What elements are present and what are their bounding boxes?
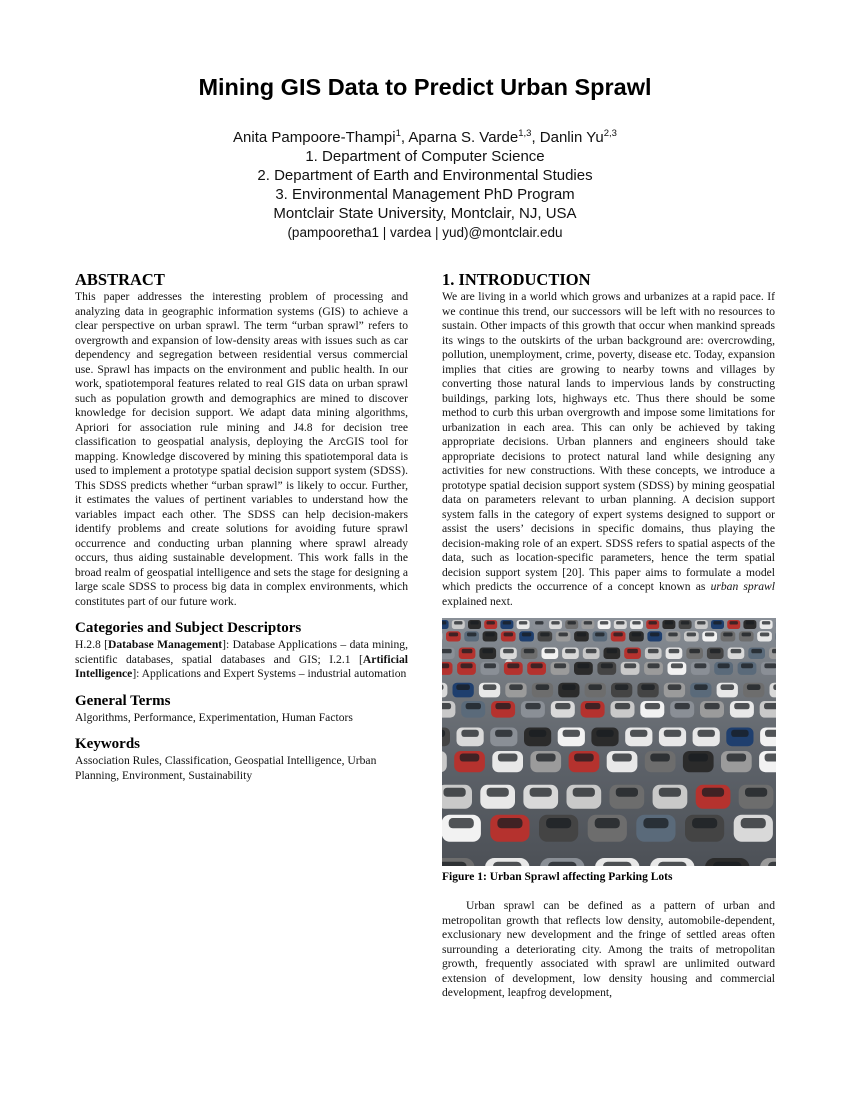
car-window-shape xyxy=(483,684,497,690)
author-emails: (pampooretha1 | vardea | yud)@montclair.edu xyxy=(287,225,563,240)
paper-title: Mining GIS Data to Predict Urban Sprawl xyxy=(198,74,652,100)
car-window-shape xyxy=(742,633,751,637)
car-window-shape xyxy=(649,621,657,624)
car-window-shape xyxy=(497,818,522,828)
parking-lot-illustration xyxy=(442,618,776,866)
car-window-shape xyxy=(659,788,681,797)
car-window-shape xyxy=(731,730,748,737)
car-window-shape xyxy=(675,703,690,709)
car-window-shape xyxy=(697,621,705,624)
car-window-shape xyxy=(461,730,478,737)
car-window-shape xyxy=(632,633,641,637)
car-window-shape xyxy=(546,818,571,828)
car-window-shape xyxy=(482,649,493,653)
car-window-shape xyxy=(540,633,549,637)
car-window-shape xyxy=(545,649,556,653)
car-window-shape xyxy=(702,788,724,797)
car-window-shape xyxy=(460,754,480,762)
car-window-shape xyxy=(487,621,495,624)
car-window-shape xyxy=(624,663,636,668)
car-window-shape xyxy=(442,703,451,709)
car-window-shape xyxy=(772,649,776,653)
car-shape xyxy=(442,683,447,698)
car-window-shape xyxy=(765,730,776,737)
car-window-shape xyxy=(612,754,632,762)
car-window-shape xyxy=(694,684,708,690)
car-window-shape xyxy=(495,703,510,709)
car-window-shape xyxy=(529,730,546,737)
car-window-shape xyxy=(664,730,681,737)
car-window-shape xyxy=(531,663,543,668)
car-window-shape xyxy=(713,621,721,624)
car-window-shape xyxy=(595,633,604,637)
car-window-shape xyxy=(648,649,659,653)
car-window-shape xyxy=(710,649,721,653)
abstract-heading: ABSTRACT xyxy=(75,270,165,289)
car-window-shape xyxy=(462,649,473,653)
car-window-shape xyxy=(658,862,686,866)
general-terms-heading: General Terms xyxy=(75,692,171,709)
car-window-shape xyxy=(535,621,543,624)
car-window-shape xyxy=(762,621,770,624)
university: Montclair State University, Montclair, NJ, USA xyxy=(273,205,577,222)
car-window-shape xyxy=(484,663,496,668)
car-window-shape xyxy=(734,703,749,709)
car-window-shape xyxy=(536,684,550,690)
car-window-shape xyxy=(548,862,576,866)
introduction-tail: explained next. xyxy=(442,594,513,608)
car-window-shape xyxy=(613,633,622,637)
car-window-shape xyxy=(671,663,683,668)
car-window-shape xyxy=(522,633,531,637)
car-window-shape xyxy=(442,663,449,668)
car-window-shape xyxy=(584,621,592,624)
car-window-shape xyxy=(727,754,747,762)
categories-text xyxy=(75,638,408,682)
car-window-shape xyxy=(630,730,647,737)
category-artificial-intelligence: Artificial Intelligence xyxy=(75,652,408,680)
car-window-shape xyxy=(470,621,478,624)
car-shape xyxy=(442,751,447,772)
car-window-shape xyxy=(503,649,514,653)
car-window-shape xyxy=(503,621,511,624)
car-window-shape xyxy=(668,684,682,690)
car-window-shape xyxy=(731,649,742,653)
car-window-shape xyxy=(668,633,677,637)
affiliation-3: 3. Environmental Management PhD Program xyxy=(275,186,575,203)
car-window-shape xyxy=(493,862,521,866)
car-window-shape xyxy=(519,621,527,624)
affiliation-2: 2. Department of Earth and Environmental Studies xyxy=(257,167,593,184)
sprawl-paragraph: Urban sprawl can be defined as a pattern of urban and metropolitan growth that reflects low density, automobile-dependent, exclusionary new development and the fringe of settled areas often surrounding a deteriorating city. Among the traits of metropolitan growth, frequently associated with sprawl are unlimited outward extension of development, low density housing and commercial development, leapfrog development, xyxy=(442,899,775,999)
affiliation-1: 1. Department of Computer Science xyxy=(305,148,545,165)
car-window-shape xyxy=(632,621,640,624)
author-3: Danlin Yu xyxy=(539,129,604,146)
car-window-shape xyxy=(585,703,600,709)
car-window-shape xyxy=(764,703,776,709)
categories-part-3: ]: Applications and Expert Systems – industrial automation xyxy=(132,667,407,680)
car-window-shape xyxy=(577,633,586,637)
car-window-shape xyxy=(694,663,706,668)
car-window-shape xyxy=(665,621,673,624)
author-2: Aparna S. Varde xyxy=(408,129,519,146)
car-window-shape xyxy=(573,788,595,797)
car-window-shape xyxy=(525,703,540,709)
car-window-shape xyxy=(485,633,494,637)
general-terms-text: Algorithms, Performance, Experimentation, Human Factors xyxy=(75,710,353,724)
car-window-shape xyxy=(442,649,452,653)
keywords-text: Association Rules, Classification, Geospatial Intelligence, Urban Planning, Environment, Sustainability xyxy=(75,754,377,782)
car-window-shape xyxy=(596,730,613,737)
car-window-shape xyxy=(705,633,714,637)
car-window-shape xyxy=(615,684,629,690)
car-window-shape xyxy=(745,788,767,797)
author-3-affil: 2,3 xyxy=(603,128,617,139)
car-window-shape xyxy=(698,730,715,737)
left-column xyxy=(75,270,408,783)
car-window-shape xyxy=(600,621,608,624)
abstract-text: This paper addresses the interesting problem of processing and analyzing data in geographic information systems (GIS) to achieve a clear perspective on urban sprawl. The term “urban sprawl” refers to overgrowth and expansion of low-density areas with issues such as car dependency and segregation between residential versus commercial use. Sprawl has impacts on the environment and public health. In our work, spatiotemporal features related to real GIS data on urban sprawl such as population growth and demographics are mined to discover knowledge for decision support. We adapt data mining algorithms, Apriori for association rule mining and J4.8 for decision tree classification to geospatial analysis, deploying the ArcGIS tool for mapping. Knowledge discovered by mining this spatiotemporal data is used to implement a prototype spatial decision support system (SDSS). This SDSS predicts whether “urban sprawl” is likely to occur. Further, it estimates the values of pertinent variables to understand how the variables impact each other. The SDSS can help decision-makers identify problems and create solutions for avoiding future sprawl occurrence and conducting urban planning where sprawl already occurs, thus aiding sustainable development. This work falls in the broad realm of geospatial intelligence and sets the stage for designing a large scale SDSS to process big data in complex environments, which constitutes part of our future work. xyxy=(75,290,408,608)
car-window-shape xyxy=(456,684,470,690)
car-window-shape xyxy=(586,649,597,653)
car-window-shape xyxy=(751,649,762,653)
car-window-shape xyxy=(687,633,696,637)
parking-lot-photo xyxy=(442,618,776,866)
car-window-shape xyxy=(461,663,473,668)
car-window-shape xyxy=(627,649,638,653)
car-window-shape xyxy=(563,730,580,737)
car-window-shape xyxy=(509,684,523,690)
car-window-shape xyxy=(442,621,446,624)
car-window-shape xyxy=(554,663,566,668)
car-window-shape xyxy=(495,730,512,737)
author-1: Anita Pampoore-Thampi xyxy=(233,129,396,146)
car-window-shape xyxy=(565,649,576,653)
car-window-shape xyxy=(442,862,467,866)
car-window-shape xyxy=(730,621,738,624)
categories-heading: Categories and Subject Descriptors xyxy=(75,620,302,636)
car-window-shape xyxy=(603,862,631,866)
car-window-shape xyxy=(648,663,660,668)
car-window-shape xyxy=(466,703,481,709)
car-window-shape xyxy=(577,663,589,668)
car-window-shape xyxy=(615,703,630,709)
car-window-shape xyxy=(721,684,735,690)
car-window-shape xyxy=(764,663,776,668)
car-window-shape xyxy=(688,754,708,762)
car-window-shape xyxy=(616,621,624,624)
car-window-shape xyxy=(689,649,700,653)
car-window-shape xyxy=(760,633,769,637)
car-window-shape xyxy=(718,663,730,668)
car-window-shape xyxy=(595,818,620,828)
car-window-shape xyxy=(454,621,462,624)
car-window-shape xyxy=(588,684,602,690)
author-1-affil: 1 xyxy=(395,128,401,139)
figure-1-caption: Figure 1: Urban Sprawl affecting Parking Lots xyxy=(442,871,673,883)
car-window-shape xyxy=(449,818,474,828)
car-window-shape xyxy=(616,788,638,797)
car-window-shape xyxy=(704,703,719,709)
author-block xyxy=(0,128,850,242)
car-window-shape xyxy=(723,633,732,637)
car-window-shape xyxy=(669,649,680,653)
introduction-emphasis: urban sprawl xyxy=(710,580,775,593)
car-window-shape xyxy=(645,703,660,709)
car-window-shape xyxy=(692,818,717,828)
car-window-shape xyxy=(746,621,754,624)
car-window-shape xyxy=(650,633,659,637)
car-window-shape xyxy=(713,862,741,866)
car-window-shape xyxy=(641,684,655,690)
introduction-heading: 1. INTRODUCTION xyxy=(442,270,591,289)
car-window-shape xyxy=(681,621,689,624)
car-window-shape xyxy=(765,754,776,762)
right-column xyxy=(442,270,775,1001)
car-window-shape xyxy=(559,633,568,637)
car-window-shape xyxy=(747,684,761,690)
car-window-shape xyxy=(498,754,518,762)
car-window-shape xyxy=(444,788,466,797)
car-window-shape xyxy=(487,788,509,797)
author-2-affil: 1,3 xyxy=(518,128,532,139)
introduction-body: We are living in a world which grows and urbanizes at a rapid pace. If we continue this trend, our successors will be left with no resources to sustain. Other impacts of this growth that occur when mankind spreads its wings to the outskirts of the urban background are: overcrowding, pollution, unemployment, crime, poverty, disease etc. Today, expansion implies that cities are growing to nearby towns and villages by converting those natural lands to impervious lands by constructing buildings, parking lots, highways etc. Thus there should be some method to curb this urban overgrowth and impose some limitations for urbanization in each area. This can only be achieved by taking appropriate decisions. Urban planners and engineers should take appropriate decisions to protect natural land while designing any activities for new constructions. With these concepts, we introduce a prototype spatial decision support system (SDSS) by mining geospatial data on parameters relevant to urban planning. A decision support system falls in the category of expert systems designed to support or assist the users’ decisions in specific domains, thus playing the decision-making role of an expert. SDSS refers to spatial aspects of the data, such as location-specific parameters, hence the term spatial decision support system [20]. This paper aims to formulate a model which predicts the occurrence of a concept known as xyxy=(442,290,775,593)
car-window-shape xyxy=(650,754,670,762)
car-window-shape xyxy=(530,788,552,797)
car-window-shape xyxy=(601,663,613,668)
car-window-shape xyxy=(607,649,618,653)
introduction-text xyxy=(442,290,775,609)
car-window-shape xyxy=(741,663,753,668)
car-window-shape xyxy=(555,703,570,709)
car-window-shape xyxy=(449,633,458,637)
car-window-shape xyxy=(551,621,559,624)
car-window-shape xyxy=(574,754,594,762)
keywords-heading: Keywords xyxy=(75,736,140,752)
car-shape xyxy=(776,631,777,641)
car-window-shape xyxy=(507,663,519,668)
car-window-shape xyxy=(741,818,766,828)
car-window-shape xyxy=(643,818,668,828)
car-window-shape xyxy=(562,684,576,690)
car-window-shape xyxy=(524,649,535,653)
car-window-shape xyxy=(536,754,556,762)
categories-part-1: H.2.8 [ xyxy=(75,638,108,651)
author-names: Anita Pampoore-Thampi$^1$, Aparna S. Varde$^{1,3}$, Danlin Yu$^{2,3}$ xyxy=(233,128,617,146)
categories-part-2: ]: Database Applications – data mining, scientific databases, spatial databases and GIS; I.2.1 [ xyxy=(75,638,408,666)
car-window-shape xyxy=(467,633,476,637)
car-window-shape xyxy=(504,633,513,637)
category-database-management: Database Management xyxy=(108,638,223,651)
car-window-shape xyxy=(568,621,576,624)
